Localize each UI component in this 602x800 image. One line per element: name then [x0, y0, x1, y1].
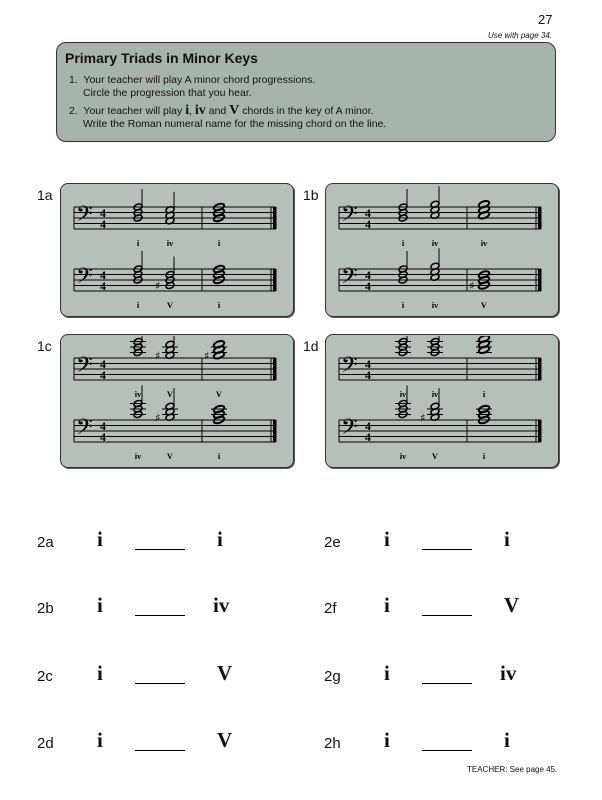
problem-2f-label: 2f — [324, 600, 337, 617]
chord-label: i — [401, 300, 405, 310]
chord-label: iv — [166, 238, 174, 248]
use-with-reference: Use with page 34. — [487, 31, 552, 40]
bass-clef-icon: 𝄢 — [341, 353, 358, 383]
chord-label: V — [431, 451, 439, 461]
instruction-2-and: and — [208, 105, 227, 117]
final-barline-thick — [538, 358, 542, 380]
chord — [213, 202, 225, 248]
time-signature-top: 4 — [100, 419, 106, 433]
problem-1d-music — [333, 336, 555, 462]
staff — [339, 186, 542, 248]
instruction-1-number: 1. — [69, 74, 78, 86]
problem-2a-first-chord: i — [97, 527, 103, 551]
problem-2a-label: 2a — [37, 534, 54, 551]
chord-label: iv — [431, 389, 439, 399]
instruction-1-line2: Circle the progression that you hear. — [83, 87, 252, 99]
section-title: Primary Triads in Minor Keys — [65, 50, 258, 66]
instruction-2-post: chords in the key of A minor. — [242, 105, 374, 117]
chord — [469, 270, 490, 310]
chord — [155, 336, 178, 399]
time-signature-bottom: 4 — [100, 217, 106, 231]
problem-2e-first-chord: i — [384, 527, 390, 551]
time-signature-top: 4 — [100, 268, 106, 282]
problem-1b-label: 1b — [303, 187, 319, 203]
chord — [213, 264, 225, 310]
chord-label: iv — [134, 389, 142, 399]
instructions-box — [56, 42, 556, 142]
time-signature-top: 4 — [365, 357, 371, 371]
problem-1c-music — [68, 336, 290, 462]
instruction-1-line1: Your teacher will play A minor chord progressions. — [83, 74, 316, 86]
roman-i: i — [185, 103, 190, 118]
problem-2b-answer-line[interactable] — [135, 615, 185, 616]
problem-2c-last-chord: V — [217, 661, 233, 685]
sharp-icon: ♯ — [155, 411, 161, 425]
chord — [211, 404, 227, 461]
instruction-2-line2: Write the Roman numeral name for the missing chord on the line. — [83, 118, 387, 130]
chord — [395, 336, 411, 399]
time-signature-bottom: 4 — [365, 279, 371, 293]
staff — [74, 189, 277, 248]
sharp-icon: ♯ — [155, 349, 161, 363]
time-signature-top: 4 — [365, 419, 371, 433]
instruction-2 — [69, 104, 547, 131]
instruction-2-number: 2. — [69, 105, 78, 117]
sharp-icon: ♯ — [155, 279, 161, 293]
staff — [74, 251, 277, 310]
problem-1d-label: 1d — [303, 338, 319, 354]
chord-label: i — [136, 300, 140, 310]
problem-2g-label: 2g — [324, 668, 341, 685]
time-signature-top: 4 — [100, 206, 106, 220]
problem-2a-last-chord: i — [217, 527, 223, 551]
final-barline-thick — [273, 358, 277, 380]
instruction-1 — [69, 74, 547, 100]
time-signature-bottom: 4 — [100, 430, 106, 444]
problem-1b-music — [333, 185, 555, 311]
problem-2h-last-chord: i — [504, 728, 510, 752]
bass-clef-icon: 𝄢 — [341, 264, 358, 294]
bass-clef-icon: 𝄢 — [341, 202, 358, 232]
problem-2g-first-chord: i — [384, 661, 390, 685]
bass-clef-icon: 𝄢 — [76, 415, 93, 445]
time-signature-bottom: 4 — [100, 368, 106, 382]
chord — [155, 257, 175, 311]
time-signature-top: 4 — [100, 357, 106, 371]
problem-2b-first-chord: i — [97, 593, 103, 617]
chord-label: iv — [480, 238, 488, 248]
teacher-note: TEACHER: See page 45. — [467, 765, 558, 774]
chord-label: V — [166, 300, 174, 310]
final-barline-thick — [538, 269, 542, 291]
problem-2f-last-chord: V — [504, 593, 520, 617]
final-barline-thick — [273, 420, 277, 442]
problem-2d-answer-line[interactable] — [135, 750, 185, 751]
chord — [130, 336, 146, 399]
chord-label: iv — [399, 389, 407, 399]
final-barline-thick — [538, 207, 542, 229]
time-signature-top: 4 — [365, 268, 371, 282]
problem-2c-answer-line[interactable] — [135, 683, 185, 684]
chord-label: i — [217, 451, 221, 461]
chord — [427, 336, 443, 399]
page-number: 27 — [538, 12, 553, 27]
chord — [155, 388, 178, 461]
final-barline-thick — [273, 269, 277, 291]
chord — [420, 388, 443, 461]
chord — [165, 192, 175, 248]
chord-label: iv — [134, 451, 142, 461]
problem-2h-label: 2h — [324, 735, 341, 752]
problem-1a-label: 1a — [37, 187, 53, 203]
chord-label: V — [215, 389, 223, 399]
staff — [74, 386, 277, 462]
problem-2b-label: 2b — [37, 600, 54, 617]
time-signature-bottom: 4 — [100, 279, 106, 293]
chord-label: i — [217, 300, 221, 310]
chord-label: i — [217, 238, 221, 248]
comma: , — [189, 105, 192, 117]
problem-2b-last-chord: iv — [213, 593, 230, 617]
chord-label: V — [480, 300, 488, 310]
staff — [339, 336, 542, 399]
problem-2c-label: 2c — [37, 668, 53, 685]
chord-label: V — [166, 451, 174, 461]
time-signature-bottom: 4 — [365, 430, 371, 444]
time-signature-bottom: 4 — [365, 217, 371, 231]
bass-clef-icon: 𝄢 — [76, 353, 93, 383]
problem-2e-answer-line[interactable] — [422, 549, 472, 550]
bass-clef-icon: 𝄢 — [76, 202, 93, 232]
problem-2e-label: 2e — [324, 534, 341, 551]
staff — [339, 386, 542, 462]
final-barline-thick — [538, 420, 542, 442]
problem-2f-first-chord: i — [384, 593, 390, 617]
problem-2e-last-chord: i — [504, 527, 510, 551]
problem-2g-last-chord: iv — [500, 661, 517, 685]
instruction-2-pre: Your teacher will play — [83, 105, 183, 117]
staff — [74, 336, 277, 399]
chord-label: i — [136, 238, 140, 248]
roman-V: V — [229, 103, 240, 118]
chord-label: i — [401, 238, 405, 248]
chord-label: V — [166, 389, 174, 399]
problem-2h-answer-line[interactable] — [422, 750, 472, 751]
problem-2d-label: 2d — [37, 735, 54, 752]
final-barline-thick — [273, 207, 277, 229]
chord-label: iv — [399, 451, 407, 461]
problem-2d-first-chord: i — [97, 728, 103, 752]
time-signature-bottom: 4 — [365, 368, 371, 382]
problem-1c-label: 1c — [37, 338, 52, 354]
chord — [476, 336, 492, 399]
sharp-icon: ♯ — [469, 279, 475, 293]
sharp-icon: ♯ — [204, 349, 210, 363]
problem-2f-answer-line[interactable] — [422, 615, 472, 616]
problem-1a-music — [68, 185, 290, 311]
problem-2g-answer-line[interactable] — [422, 683, 472, 684]
chord — [476, 404, 492, 461]
chord-label: i — [482, 389, 486, 399]
chord — [430, 248, 440, 310]
problem-2a-answer-line[interactable] — [135, 549, 185, 550]
time-signature-top: 4 — [365, 206, 371, 220]
staff — [339, 248, 542, 310]
chord-label: iv — [431, 300, 439, 310]
sharp-icon: ♯ — [420, 411, 426, 425]
problem-2h-first-chord: i — [384, 728, 390, 752]
chord-label: i — [482, 451, 486, 461]
bass-clef-icon: 𝄢 — [76, 264, 93, 294]
problem-2d-last-chord: V — [217, 728, 233, 752]
problem-2c-first-chord: i — [97, 661, 103, 685]
roman-iv: iv — [194, 103, 206, 118]
bass-clef-icon: 𝄢 — [341, 415, 358, 445]
chord-label: iv — [431, 238, 439, 248]
chord — [430, 186, 440, 248]
